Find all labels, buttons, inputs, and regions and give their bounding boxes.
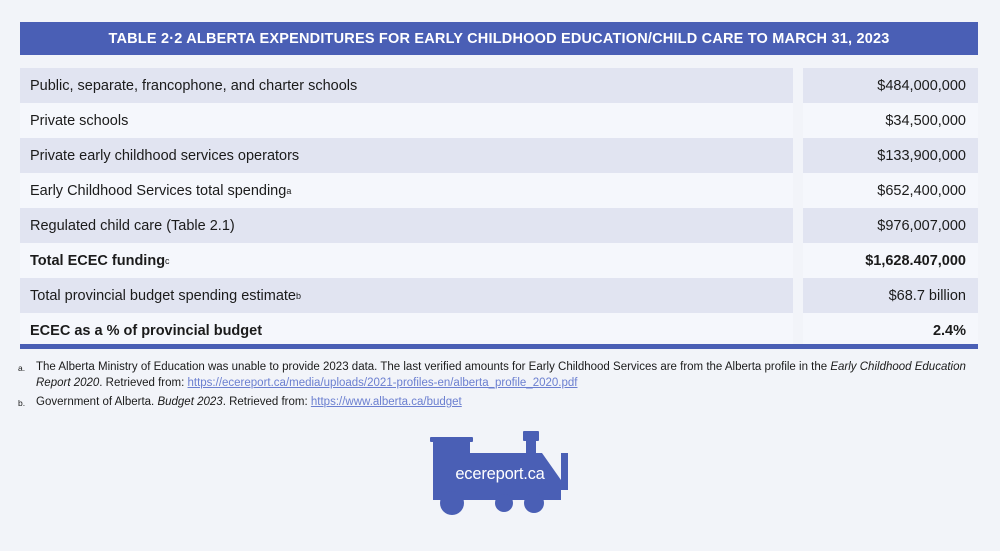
table-row — [20, 103, 978, 138]
wheel-front-icon — [524, 493, 544, 513]
row-label — [20, 103, 793, 138]
column-gap — [793, 313, 803, 348]
row-label: Total provincial budget spending estimate b — [20, 278, 793, 313]
table-row — [20, 278, 978, 313]
table-row — [20, 68, 978, 103]
page-title: TABLE 2·2 ALBERTA EXPENDITURES FOR EARLY CHILDHOOD EDUCATION/CHILD CARE TO MARCH 31, 2023 — [108, 30, 890, 47]
row-label — [20, 313, 793, 348]
table-row — [20, 313, 978, 348]
row-label-text: Public, separate, francophone, and charter schools — [30, 77, 358, 94]
row-label: Early Childhood Services total spending a — [20, 173, 793, 208]
logo-container — [0, 428, 1000, 523]
column-gap — [793, 243, 803, 278]
row-value: $484,000,000 — [803, 68, 978, 103]
row-value: $34,500,000 — [803, 103, 978, 138]
row-value: $68.7 billion — [803, 278, 978, 313]
column-gap — [793, 173, 803, 208]
column-gap — [793, 103, 803, 138]
footnote-text-mid: . Retrieved from: — [222, 396, 311, 408]
column-gap — [793, 138, 803, 173]
footnote — [18, 360, 978, 391]
row-value: 2.4% — [803, 313, 978, 348]
footnote-text-mid: . Retrieved from: — [99, 376, 188, 389]
column-gap — [793, 278, 803, 313]
footnote-body — [36, 360, 978, 391]
locomotive-icon — [420, 428, 580, 523]
row-label-text: Early Childhood Services total spending — [30, 182, 287, 199]
table-title-bar — [20, 22, 978, 55]
table-row — [20, 138, 978, 173]
footnotes — [18, 360, 978, 416]
row-value: $652,400,000 — [803, 173, 978, 208]
row-value: $1,628.407,000 — [803, 243, 978, 278]
row-value: $976,007,000 — [803, 208, 978, 243]
table-row — [20, 173, 978, 208]
footnote — [18, 395, 978, 412]
column-gap — [793, 208, 803, 243]
footnote-link[interactable]: https://www.alberta.ca/budget — [310, 396, 462, 408]
footnote-index: a. — [18, 363, 26, 373]
footnote-body — [36, 395, 978, 411]
table-bottom-rule — [20, 344, 978, 349]
expenditures-table — [20, 68, 978, 348]
row-label-text: ECEC as a % of provincial budget — [30, 322, 263, 339]
row-value: $133,900,000 — [803, 138, 978, 173]
row-label — [20, 208, 793, 243]
row-label-text: Total provincial budget spending estimate — [30, 287, 296, 304]
logo-text: ecereport.ca — [455, 465, 545, 483]
footnote-text-before: Government of Alberta. — [36, 396, 158, 408]
locomotive-logo — [420, 428, 580, 523]
row-label-text: Regulated child care (Table 2.1) — [30, 217, 235, 234]
row-label — [20, 138, 793, 173]
table-row — [20, 208, 978, 243]
footnote-title: Budget 2023 — [157, 396, 223, 408]
row-label-text: Total ECEC funding — [30, 252, 166, 269]
column-gap — [793, 68, 803, 103]
row-label-text: Private schools — [30, 112, 129, 129]
row-label — [20, 68, 793, 103]
table-row — [20, 243, 978, 278]
wheel-large-icon — [440, 491, 464, 515]
footnote-text-before: The Alberta Ministry of Education was unable to provide 2023 data. The last verified amounts for Early Childhood Services are from the Alberta profile in the — [36, 361, 831, 373]
row-label: Total ECEC funding c — [20, 243, 793, 278]
footnote-title: Early Childhood Education Report 2020 — [36, 361, 966, 389]
footnote-index: b. — [18, 398, 26, 408]
row-label-text: Private early childhood services operators — [30, 147, 300, 164]
footnote-link[interactable]: https://ecereport.ca/media/uploads/2021-profiles-en/alberta_profile_2020.pdf — [187, 376, 578, 389]
wheel-mid-icon — [495, 494, 513, 512]
